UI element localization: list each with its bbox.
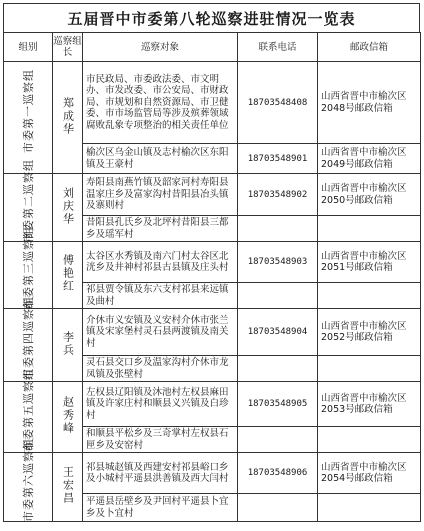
- leader-name: 郑成华: [61, 96, 75, 136]
- mail-cell: [318, 356, 421, 382]
- header-phone: 联系电话: [238, 33, 318, 62]
- leader-cell: [53, 453, 83, 522]
- target-cell: 祁县贾令镇及东六支村祁县来远镇及曲村: [83, 283, 238, 309]
- table-row: [4, 174, 421, 216]
- phone-cell: [238, 216, 318, 242]
- table-row: [4, 62, 421, 144]
- group-label: 市委第五巡察组: [22, 368, 35, 452]
- phone-cell: [238, 427, 318, 453]
- group-label: 市委第六巡察组: [22, 438, 35, 522]
- table-body: [4, 62, 421, 522]
- table-row: [4, 382, 421, 427]
- leader-cell: [53, 174, 83, 242]
- inspection-table: [3, 32, 421, 522]
- mail-cell: 山西省晋中市榆次区2050号邮政信箱: [318, 174, 421, 216]
- header-row: [4, 33, 421, 62]
- mail-cell: [318, 283, 421, 309]
- mail-cell: 山西省晋中市榆次区2053号邮政信箱: [318, 382, 421, 427]
- phone-cell: [238, 356, 318, 382]
- table-row: [4, 309, 421, 356]
- leader-name: 王宏昌: [61, 466, 75, 505]
- target-cell: 左权县辽阳镇及沐池村左权县麻田镇及许家庄村和顺县义兴镇及白珍村: [83, 382, 238, 427]
- group-cell: [4, 62, 53, 174]
- leader-name: 李兵: [61, 330, 75, 357]
- header-leader: 巡察组长: [53, 33, 83, 62]
- target-cell: 祁县城赵镇及西建安村祁县峪口乡及小城村平遥县洪善镇及西大闫村: [83, 453, 238, 494]
- phone-cell: 18703548902: [238, 174, 318, 216]
- mail-cell: 山西省晋中市榆次区2054号邮政信箱: [318, 453, 421, 494]
- leader-cell: [53, 309, 83, 382]
- leader-cell: [53, 382, 83, 453]
- phone-cell: 18703548905: [238, 382, 318, 427]
- leader-name: 刘庆华: [61, 186, 75, 226]
- mail-cell: 山西省晋中市榆次区2051号邮政信箱: [318, 242, 421, 283]
- target-cell: 灵石县交口乡及温家沟村介休市龙凤镇及张壁村: [83, 356, 238, 382]
- phone-cell: 18703548901: [238, 144, 318, 174]
- table-row: [4, 242, 421, 283]
- header-group: 组别: [4, 33, 53, 62]
- phone-cell: [238, 494, 318, 522]
- target-cell: 寿阳县南燕竹镇及韶家河村寿阳县温家庄乡及富家沟村昔阳县冶头镇及寨则村: [83, 174, 238, 216]
- leader-cell: [53, 62, 83, 174]
- mail-cell: 山西省晋中市榆次区2048号邮政信箱: [318, 62, 421, 144]
- mail-cell: 山西省晋中市榆次区2049号邮政信箱: [318, 144, 421, 174]
- phone-cell: 18703548904: [238, 309, 318, 356]
- header-mail: 邮政信箱: [318, 33, 421, 62]
- mail-cell: [318, 494, 421, 522]
- header-target: 巡察对象: [83, 33, 238, 62]
- group-cell: [4, 438, 53, 522]
- target-cell: 昔阳县孔氏乡及北坪村昔阳县三都乡及瑶军村: [83, 216, 238, 242]
- phone-cell: [238, 283, 318, 309]
- target-cell: 平遥县岳壁乡及尹回村平遥县卜宜乡及卜宜村: [83, 494, 238, 522]
- target-cell: 太谷区水秀镇及南六门村太谷区北洸乡及井神村祁县古县镇及庄头村: [83, 242, 238, 283]
- inspection-sheet: [3, 3, 420, 524]
- target-cell: 市民政局、市委政法委、市文明办、市发改委、市公安局、市财政局、市规划和自然资源局、市卫健委、市市场监管局等涉及殡葬领域腐败乱象专项整治的相关责任单位: [83, 62, 238, 144]
- phone-cell: 18703548906: [238, 453, 318, 494]
- table-row: [4, 453, 421, 494]
- phone-cell: 18703548408: [238, 62, 318, 144]
- target-cell: 介休市义安镇及义安村介休市张兰镇及宋家堡村灵石县两渡镇及南关村: [83, 309, 238, 356]
- group-label: 市委第二巡察组: [22, 158, 35, 243]
- mail-cell: [318, 216, 421, 242]
- table-title: 五届晋中市委第八轮巡察进驻情况一览表: [3, 3, 420, 32]
- group-label: 市委第四巡察组: [22, 296, 35, 380]
- mail-cell: [318, 427, 421, 453]
- group-label: 市委第三巡察组: [22, 226, 35, 310]
- mail-cell: 山西省晋中市榆次区2052号邮政信箱: [318, 309, 421, 356]
- leader-name: 傅艳红: [61, 254, 75, 293]
- target-cell: 榆次区乌金山镇及志村榆次区东阳镇及王豪村: [83, 144, 238, 174]
- target-cell: 和顺县平松乡及三奇掌村左权县石匣乡及安窑村: [83, 427, 238, 453]
- phone-cell: 18703548903: [238, 242, 318, 283]
- leader-cell: [53, 242, 83, 309]
- leader-name: 赵秀峰: [61, 396, 75, 435]
- group-label: 市委第一巡察组: [22, 68, 35, 153]
